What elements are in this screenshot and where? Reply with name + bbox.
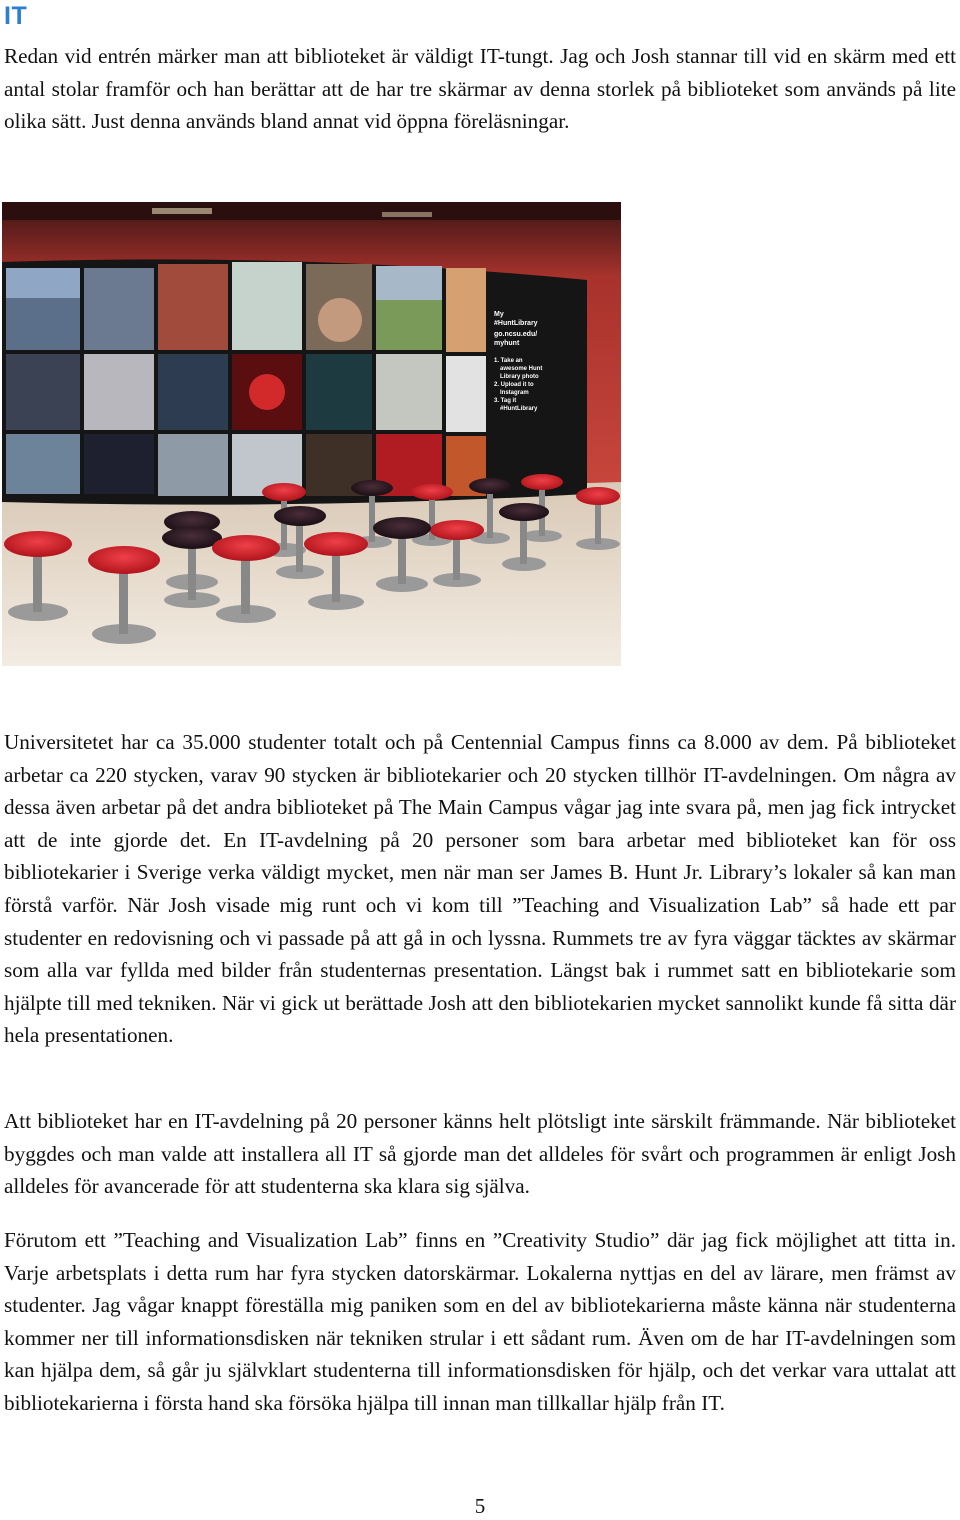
- photo-tiles: [6, 262, 486, 496]
- screen-step: #HuntLibrary: [500, 406, 538, 412]
- screen-step: 2. Upload it to: [494, 382, 534, 388]
- screen-url-line2: myhunt: [494, 340, 520, 347]
- screen-url-line1: go.ncsu.edu/: [494, 331, 538, 338]
- paragraph-intro: Redan vid entrén märker man att biblioteket är väldigt IT-tungt. Jag och Josh stannar till vid en skärm med ett antal stolar framför och han berättar att de har tre skärmar av denna storlek på biblioteket som används på lite olika sätt. Just denna används bland annat vid öppna föreläsningar.: [4, 44, 956, 134]
- screen-step: Library photo: [500, 374, 539, 380]
- library-screen-photo: [2, 202, 621, 666]
- screen-step: Instagram: [500, 390, 529, 396]
- screen-title-line2: #HuntLibrary: [494, 320, 538, 327]
- screen-step: 3. Tag it: [494, 398, 517, 404]
- screen-step: 1. Take an: [494, 358, 523, 364]
- paragraph-staff: Universitetet har ca 35.000 studenter totalt och på Centennial Campus finns ca 8.000 av dem. På biblioteket arbetar ca 220 stycken, varav 90 stycken är bibliotekarier och 20 stycken tillhör IT-avdelningen. Om några av dessa även arbetar på det andra biblioteket på The Main Campus vågar jag inte svara på, men jag fick intrycket att de inte gjorde det. En IT-avdelning på 20 personer som bara arbetar med biblioteket kan för oss bibliotekarier i Sverige verka väldigt mycket, men när man ser James B. Hunt Jr. Library’s lokaler så kan man förstå varför. När Josh visade mig runt och vi kom till ”Teaching and Visualization Lab” så hade ett par studenter en redovisning och vi passade på att gå in och lyssna. Rummets tre av fyra väggar täcktes av skärmar som alla var fyllda med bilder från studenternas presentation. Längst bak i rummet satt en bibliotekarie som hjälpte till med tekniken. När vi gick ut berättade Josh att den bibliotekarien mycket sannolikt kunde få sitta där hela presentationen.: [4, 730, 956, 1048]
- screen-step: awesome Hunt: [500, 366, 543, 372]
- paragraph-it-department: Att biblioteket har en IT-avdelning på 20 personer känns helt plötsligt inte särskilt främmande. När biblioteket byggdes och man valde att installera all IT så gjorde man det alldeles för svårt och programmen är enligt Josh alldeles för avancerade för att studenterna ska klara sig själva.: [4, 1109, 956, 1199]
- screen-title-line1: My: [494, 311, 504, 318]
- section-heading: IT: [4, 2, 28, 30]
- page-number: 5: [474, 1494, 486, 1518]
- paragraph-creativity-studio: Förutom ett ”Teaching and Visualization Lab” finns en ”Creativity Studio” där jag fick möjlighet att titta in. Varje arbetsplats i detta rum har fyra stycken datorskärmar. Lokalerna nyttjas en del av lärare, men främst av studenter. Jag vågar knappt föreställa mig paniken som en del av bibliotekarierna måste känna när studenterna kommer ner till informationsdisken när tekniken strular i ett sådant rum. Även om de har IT-avdelningen som kan hjälpa dem, så går ju självklart studenterna till informationsdisken för hjälp, och det verkar vara uttalat att bibliotekarierna i första hand ska försöka hjälpa till innan man tillkallar hjälp från IT.: [4, 1228, 956, 1415]
